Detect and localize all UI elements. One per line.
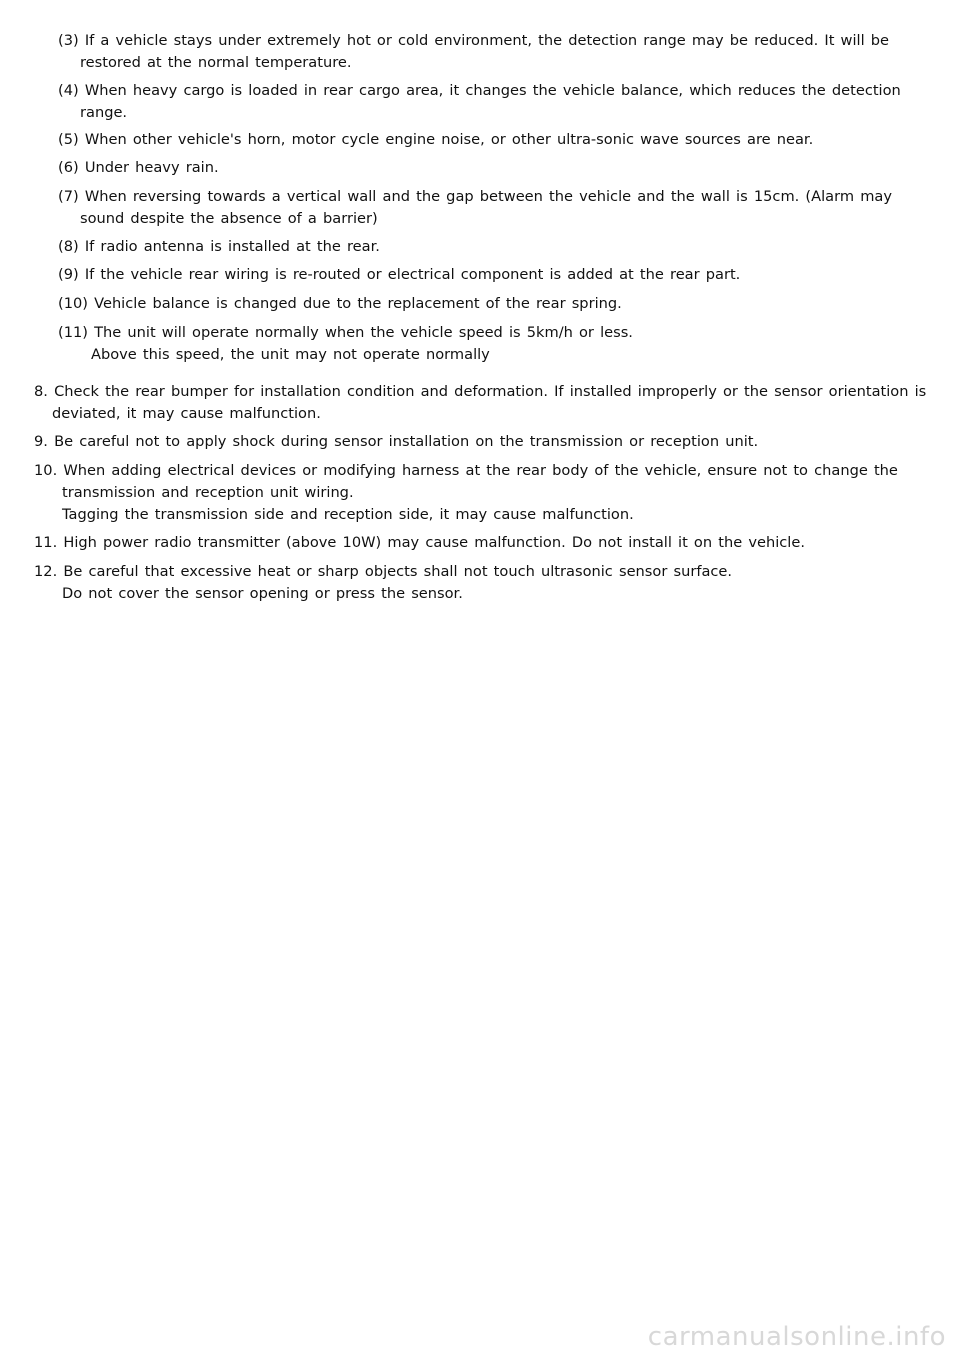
list-item xyxy=(58,30,889,52)
item-number: 9. xyxy=(34,433,48,450)
list-item xyxy=(34,460,898,482)
item-number: (11) xyxy=(58,324,88,341)
item-text-continued: range. xyxy=(80,104,128,121)
item-text: When heavy cargo is loaded in rear cargo area, it changes the vehicle balance, which reduces the detection xyxy=(84,82,901,99)
list-item xyxy=(58,293,622,315)
item-number: 10. xyxy=(34,462,58,479)
item-text: High power radio transmitter (above 10W) may cause malfunction. Do not install it on the vehicle. xyxy=(63,534,805,551)
item-number: (7) xyxy=(58,188,79,205)
item-text-continued: Tagging the transmission side and reception side, it may cause malfunction. xyxy=(62,506,634,523)
item-number: (6) xyxy=(58,159,79,176)
item-number: (4) xyxy=(58,82,79,99)
item-text: The unit will operate normally when the vehicle speed is 5km/h or less. xyxy=(94,324,633,341)
item-text-continued: Do not cover the sensor opening or press the sensor. xyxy=(62,585,463,602)
item-text-continued: Above this speed, the unit may not operate normally xyxy=(91,346,490,363)
item-text-continued: sound despite the absence of a barrier) xyxy=(80,210,378,227)
list-item xyxy=(58,236,380,258)
item-text: If radio antenna is installed at the rear. xyxy=(84,238,380,255)
item-number: (9) xyxy=(58,266,79,283)
item-number: 12. xyxy=(34,563,58,580)
item-text: Be careful that excessive heat or sharp objects shall not touch ultrasonic sensor surface. xyxy=(63,563,733,580)
item-number: 11. xyxy=(34,534,58,551)
item-text-continued: deviated, it may cause malfunction. xyxy=(52,405,321,422)
list-item xyxy=(34,381,926,403)
item-text-continued: restored at the normal temperature. xyxy=(80,54,352,71)
item-text: If the vehicle rear wiring is re-routed or electrical component is added at the rear part. xyxy=(84,266,741,283)
item-number: (3) xyxy=(58,32,79,49)
list-item xyxy=(58,129,813,151)
item-text: When reversing towards a vertical wall and the gap between the vehicle and the wall is 15cm. (Alarm may xyxy=(84,188,893,205)
list-item xyxy=(34,532,805,554)
item-number: 8. xyxy=(34,383,48,400)
item-text: When adding electrical devices or modifying harness at the rear body of the vehicle, ensure not to change the xyxy=(63,462,898,479)
list-item xyxy=(58,80,901,102)
item-text: When other vehicle's horn, motor cycle engine noise, or other ultra-sonic wave sources are near. xyxy=(84,131,814,148)
item-number: (8) xyxy=(58,238,79,255)
item-text: Under heavy rain. xyxy=(84,159,219,176)
item-number: (5) xyxy=(58,131,79,148)
item-text-continued: transmission and reception unit wiring. xyxy=(62,484,354,501)
item-text: Vehicle balance is changed due to the replacement of the rear spring. xyxy=(94,295,622,312)
item-number: (10) xyxy=(58,295,88,312)
list-item xyxy=(34,561,732,583)
list-item xyxy=(58,264,740,286)
list-item xyxy=(34,431,758,453)
list-item xyxy=(58,322,633,344)
item-text: Be careful not to apply shock during sensor installation on the transmission or reception unit. xyxy=(54,433,759,450)
list-item xyxy=(58,157,219,179)
item-text: If a vehicle stays under extremely hot or cold environment, the detection range may be reduced. It will be xyxy=(84,32,890,49)
item-text: Check the rear bumper for installation condition and deformation. If installed improperly or the sensor orientation is xyxy=(54,383,927,400)
watermark-text: carmanualsonline.info xyxy=(647,1322,946,1352)
list-item xyxy=(58,186,892,208)
